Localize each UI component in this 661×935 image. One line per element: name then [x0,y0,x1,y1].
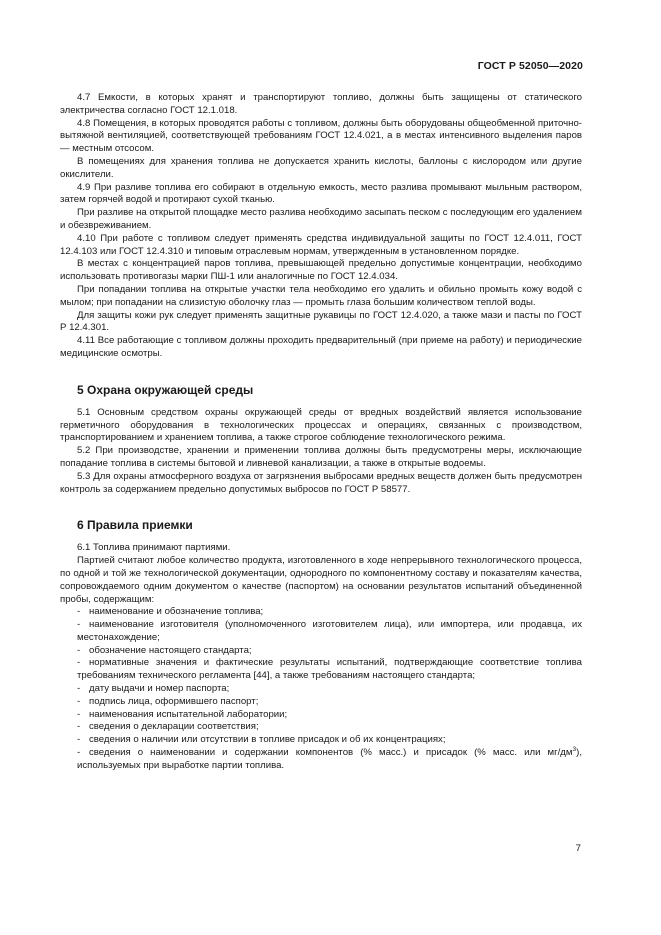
page-number: 7 [575,843,581,854]
paragraph: 4.8 Помещения, в которых проводятся работы с топливом, должны быть оборудованы общеобменной приточно-вытяжной вентиляцией, соответствующей требованиям ГОСТ 12.4.021, а в местах интенсивного выделения паров — местным отсосом. [60,117,582,155]
superscript: 3 [572,745,577,753]
paragraph: 6.1 Топлива принимают партиями. [77,542,231,554]
list-item [60,734,582,747]
section-5-heading: 5 Охрана окружающей среды [77,382,254,397]
list-dash: - [77,657,81,669]
section-6-body [60,542,582,772]
paragraph: 5.2 При производстве, хранении и применении топлива должны быть предусмотрены меры, исключающие попадание топлива в системы бытовой и ливневой канализации, а также в открытые водоемы. [60,445,582,469]
document-id-header: ГОСТ Р 52050—2020 [477,60,583,72]
list-item-text: сведения о наличии или отсутствии в топливе присадок и об их концентрациях; [89,734,446,746]
list-dash: - [77,619,81,631]
list-item-text: дату выдачи и номер паспорта; [89,683,230,695]
list-item-text: наименования испытательной лаборатории; [89,708,288,720]
section-6-heading: 6 Правила приемки [77,518,193,533]
list-item [60,606,582,619]
list-item-text: наименование изготовителя (уполномоченного изготовителем лица), или импортера, или продавца, их местонахождение; [77,619,582,643]
paragraph: 5.3 Для охраны атмосферного воздуха от загрязнения выбросами вредных веществ должен быть предусмотрен контроль за содержанием предельно допустимых выбросов по ГОСТ Р 58577. [60,470,582,495]
section-5-body [60,407,582,497]
list-dash: - [77,747,81,759]
list-item [60,619,582,645]
list-item [60,657,582,683]
list-item [60,645,582,658]
list-item [60,709,582,722]
list-dash: - [77,708,81,720]
list-item [60,747,582,773]
paragraph: При попадании топлива на открытые участки тела необходимо его удалить и обильно промыть кожу водой с мылом; при попадании на слизистую оболочку глаз — промыть глаза большим количеством теплой воды. [60,283,582,308]
list-dash: - [77,606,81,618]
paragraph: 4.7 Емкости, в которых хранят и транспортируют топливо, должны быть защищены от статического электричества согласно ГОСТ 12.1.018. [60,92,582,116]
list-item-text: наименование и обозначение топлива; [89,606,264,618]
list-dash: - [77,644,81,656]
list-item-text: нормативные значения и фактические результаты испытаний, подтверждающие соответствие топлива требованиям технического регламента [44], а также требованиям настоящего стандарта; [77,657,582,682]
paragraph: 4.10 При работе с топливом следует применять средства индивидуальной защиты по ГОСТ 12.4.011, ГОСТ 12.4.103 или ГОСТ 12.4.310 и типовым отраслевым нормам, утвержденным в установленном порядке. [60,232,582,257]
list-dash: - [77,734,81,746]
paragraph: В помещениях для хранения топлива не допускается хранить кислоты, баллоны с кислородом или другие окислители. [60,155,582,180]
list-item-text: ), используемых при выработке партии топлива. [77,747,582,771]
paragraph: 5.1 Основным средством охраны окружающей среды от вредных воздействий является использование герметичного оборудования в технологических процессах и операциях, связанных с производством, транспортированием и хранением топлива, а также строгое соблюдение технологического режима. [60,406,582,444]
list-item-text: подпись лица, оформившего паспорт; [89,695,259,707]
section-4-continuation [60,92,582,361]
page-content [60,92,582,773]
paragraph: При разливе на открытой площадке место разлива необходимо засыпать песком с последующим его удалением и обезвреживанием. [60,207,582,231]
list-dash: - [77,721,81,733]
list-item [60,696,582,709]
paragraph: В местах с концентрацией паров топлива, превышающей предельно допустимые концентрации, необходимо использовать противогазы марки ПШ-1 или аналогичные по ГОСТ 12.4.034. [60,258,582,283]
passport-contents-list [60,606,582,772]
list-item-text: сведения о наименовании и содержании компонентов (% масс.) и присадок (% масс. или мг/дм [89,747,573,759]
list-item-text: обозначение настоящего стандарта; [89,644,252,656]
list-dash: - [77,695,81,707]
paragraph: Для защиты кожи рук следует применять защитные рукавицы по ГОСТ 12.4.020, а также мази и пасты по ГОСТ Р 12.4.301. [60,309,582,334]
paragraph: 4.11 Все работающие с топливом должны проходить предварительный (при приеме на работу) и периодические медицинские осмотры. [60,335,582,359]
list-item [60,683,582,696]
list-dash: - [77,683,81,695]
paragraph: 4.9 При разливе топлива его собирают в отдельную емкость, место разлива промывают мыльным раствором, затем горячей водой и протирают сухой тканью. [60,181,582,206]
list-item-text: сведения о декларации соответствия; [89,721,259,733]
list-item [60,721,582,734]
paragraph: Партией считают любое количество продукта, изготовленного в ходе непрерывного технологического процесса, по одной и той же технологической документации, однородного по компонентному составу и показателям качества, сопровождаемого одним документом о качестве (паспортом) на основании результатов испытаний объединенной пробы, содержащим: [60,555,582,605]
